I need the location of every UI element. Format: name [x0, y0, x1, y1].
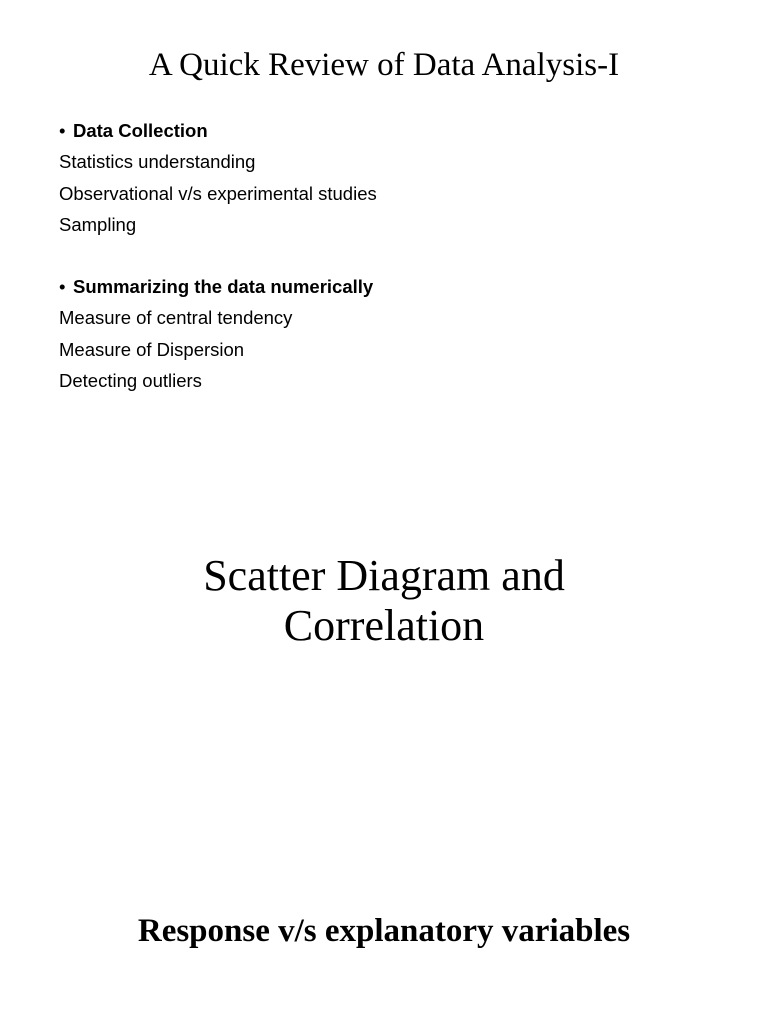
- list-item: Measure of central tendency: [59, 307, 293, 329]
- bullet-icon: •: [59, 120, 66, 141]
- section-heading-text: Summarizing the data numerically: [73, 276, 374, 297]
- section-heading: [59, 115, 377, 146]
- slide-title: A Quick Review of Data Analysis-I: [148, 47, 620, 83]
- title-line-1: Scatter Diagram and: [203, 551, 565, 600]
- section-heading: [59, 271, 373, 302]
- bullet-icon: •: [59, 276, 66, 297]
- section-summarizing: [59, 271, 373, 396]
- list-item: Measure of Dispersion: [59, 338, 245, 360]
- list-item: Statistics understanding: [59, 151, 256, 173]
- section-heading-text: Data Collection: [73, 120, 208, 141]
- scatter-correlation-title: [0, 551, 768, 651]
- list-item: Observational v/s experimental studies: [59, 182, 377, 204]
- title-line-2: Correlation: [283, 601, 485, 650]
- list-item: Detecting outliers: [59, 369, 202, 391]
- section-data-collection: [59, 115, 377, 240]
- list-item: Sampling: [59, 213, 137, 235]
- response-explanatory-title: Response v/s explanatory variables: [137, 913, 631, 949]
